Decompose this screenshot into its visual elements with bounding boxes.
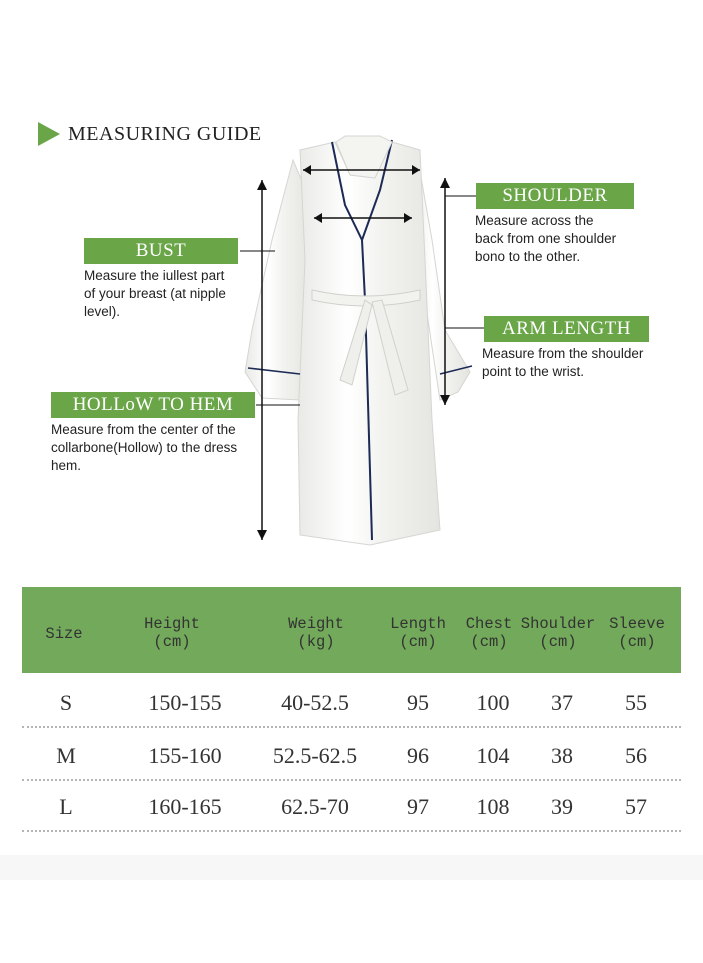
row-divider xyxy=(22,726,681,728)
cell-length: 95 xyxy=(407,690,429,715)
header-height xyxy=(130,615,214,651)
arm-desc-line: point to the wrist. xyxy=(482,364,585,379)
row-divider xyxy=(22,779,681,781)
header-line: Chest xyxy=(465,615,513,633)
cell-size: M xyxy=(56,743,76,768)
arm-length-description xyxy=(482,345,682,381)
cell-chest: 108 xyxy=(476,794,510,819)
header-unit: (kg) xyxy=(297,633,335,651)
header-line: Shoulder xyxy=(520,615,596,633)
header-unit: (cm) xyxy=(618,633,656,651)
header-line: Weight xyxy=(288,615,344,633)
cell-sleeve: 57 xyxy=(625,794,647,819)
row-divider xyxy=(22,830,681,832)
robe-illustration xyxy=(230,130,490,550)
shoulder-desc-line: bono to the other. xyxy=(475,249,581,264)
header-unit: (cm) xyxy=(539,633,577,651)
arm-desc-line: Measure from the shoulder xyxy=(482,346,644,361)
bust-desc-line: level). xyxy=(84,304,121,319)
cell-length: 96 xyxy=(407,743,429,768)
hollow-desc-line: collarbone(Hollow) to the dress xyxy=(51,440,238,455)
cell-weight: 52.5-62.5 xyxy=(272,743,358,768)
header-unit: (cm) xyxy=(399,633,437,651)
header-chest xyxy=(460,615,518,651)
header-unit: (cm) xyxy=(153,633,191,651)
cell-chest: 100 xyxy=(476,690,510,715)
shoulder-desc-line: Measure across the xyxy=(475,213,594,228)
bust-desc-line: Measure the iullest part xyxy=(84,268,225,283)
triangle-right-icon xyxy=(38,122,60,146)
bust-label: BUST xyxy=(84,238,238,264)
header-line: Height xyxy=(144,615,200,633)
header-shoulder xyxy=(518,615,598,651)
shoulder-description xyxy=(475,212,675,266)
guide-header xyxy=(38,122,262,146)
page-title: MEASURING GUIDE xyxy=(68,122,262,145)
cell-weight: 40-52.5 xyxy=(281,690,349,715)
header-line: Length xyxy=(390,615,446,633)
cell-length: 97 xyxy=(407,794,429,819)
shoulder-desc-line: back from one shoulder xyxy=(475,231,617,246)
header-sleeve xyxy=(602,615,672,651)
cell-sleeve: 55 xyxy=(625,690,647,715)
header-size xyxy=(30,625,98,643)
bust-desc-line: of your breast (at nipple xyxy=(84,286,226,301)
cell-size: S xyxy=(59,690,73,715)
header-line: Sleeve xyxy=(609,615,665,633)
bottom-band xyxy=(0,855,703,880)
cell-chest: 104 xyxy=(476,743,510,768)
header-line: Size xyxy=(45,625,83,643)
cell-weight: 62.5-70 xyxy=(281,794,349,819)
cell-shoulder: 39 xyxy=(551,794,573,819)
cell-shoulder: 37 xyxy=(551,690,573,715)
shoulder-label: SHOULDER xyxy=(476,183,634,209)
arm-length-label: ARM LENGTH xyxy=(484,316,649,342)
cell-height: 160-165 xyxy=(148,794,222,819)
hollow-desc-line: hem. xyxy=(51,458,82,473)
cell-size: L xyxy=(59,794,73,819)
header-weight xyxy=(276,615,356,651)
hollow-desc-line: Measure from the center of the xyxy=(51,422,236,437)
hollow-to-hem-label: HOLLoW TO HEM xyxy=(51,392,255,418)
cell-sleeve: 56 xyxy=(625,743,647,768)
bust-description xyxy=(84,267,264,321)
cell-shoulder: 38 xyxy=(551,743,573,768)
cell-height: 150-155 xyxy=(148,690,222,715)
cell-height: 155-160 xyxy=(148,743,222,768)
hollow-to-hem-description xyxy=(51,421,266,475)
header-unit: (cm) xyxy=(470,633,508,651)
header-length xyxy=(384,615,452,651)
